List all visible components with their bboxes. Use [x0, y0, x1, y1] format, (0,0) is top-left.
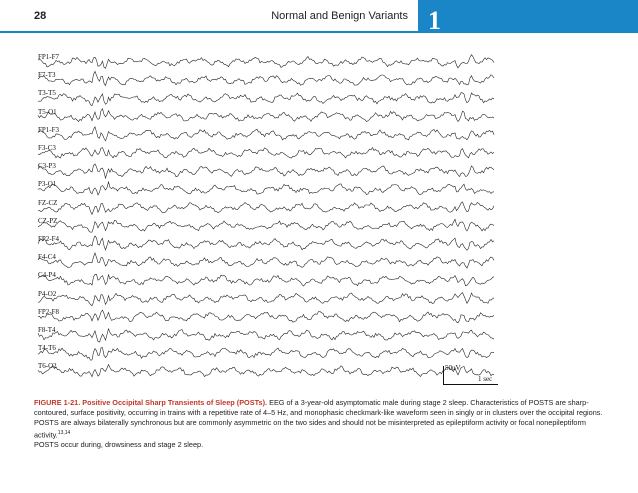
channel-label: F7-T3: [38, 71, 56, 80]
eeg-trace: [38, 329, 494, 342]
eeg-trace: [38, 93, 494, 106]
chapter-number: 1: [428, 6, 441, 35]
channel-label: F4-C4: [38, 253, 56, 262]
page-header: [0, 0, 638, 40]
channel-label: P4-O2: [38, 289, 57, 298]
channel-label: FZ-CZ: [38, 198, 58, 207]
caption-tail: POSTS occur during, drowsiness and stage 2 sleep.: [34, 440, 204, 450]
eeg-traces: [34, 52, 496, 392]
eeg-figure: [34, 52, 496, 392]
eeg-trace: [38, 216, 494, 232]
channel-label: FP1-F3: [38, 125, 60, 134]
channel-label: T3-T5: [38, 89, 56, 98]
scale-voltage: 50uV: [445, 364, 461, 372]
channel-label: F3-C3: [38, 144, 56, 152]
eeg-trace: [38, 164, 494, 178]
eeg-trace: [38, 127, 494, 141]
scale-time: 1 sec: [478, 375, 493, 383]
eeg-trace: [38, 274, 494, 286]
chapter-tab: [418, 0, 638, 33]
channel-label: T6-O2: [38, 362, 57, 371]
eeg-trace: [38, 182, 494, 195]
eeg-trace: [38, 236, 494, 250]
eeg-trace: [38, 109, 494, 122]
channel-label: C4-P4: [38, 271, 56, 280]
channel-label: FP1-F7: [38, 53, 60, 61]
caption-refs: 13,14: [57, 430, 71, 436]
channel-label: F8-T4: [38, 326, 56, 334]
figure-caption: [34, 398, 609, 450]
eeg-trace: [38, 55, 494, 69]
figure-title: Positive Occipital Sharp Transients of Sleep (POSTs).: [82, 398, 268, 407]
caption-body: EEG of a 3-year-old asymptomatic male during stage 2 sleep. Characteristics of POSTS are sharp-contoured, surface positivity, occurring in trains with a repetitive rate of 4–5 Hz, and monophasic checkmark-like waveform seen in singly or in clusters over the occipital regions. POSTS are always bilaterally synchronous but are commonly asymmetric on the two sides and should not be misinterpreted as epileptiform activity or focal nonepileptiform activity.: [34, 398, 603, 440]
channel-label: CZ-PZ: [38, 216, 58, 225]
channel-label: T4-T6: [38, 344, 56, 353]
chapter-title: Normal and Benign Variants: [271, 10, 408, 22]
eeg-trace: [38, 293, 494, 306]
figure-label: FIGURE 1-21.: [34, 398, 81, 407]
channel-label: C3-P3: [38, 162, 56, 171]
eeg-trace: [38, 71, 494, 85]
eeg-trace: [38, 148, 494, 158]
eeg-trace: [38, 307, 494, 323]
eeg-trace: [38, 202, 494, 215]
header-rule: [0, 31, 418, 33]
channel-label: T5-O1: [38, 107, 57, 116]
eeg-trace: [38, 365, 494, 377]
eeg-trace: [38, 348, 494, 361]
eeg-trace: [38, 253, 494, 268]
channel-label: FP2-F4: [38, 235, 60, 243]
page-number: 28: [34, 10, 47, 22]
channel-label: P3-O1: [38, 180, 57, 189]
channel-label: FP2-F8: [38, 307, 60, 316]
